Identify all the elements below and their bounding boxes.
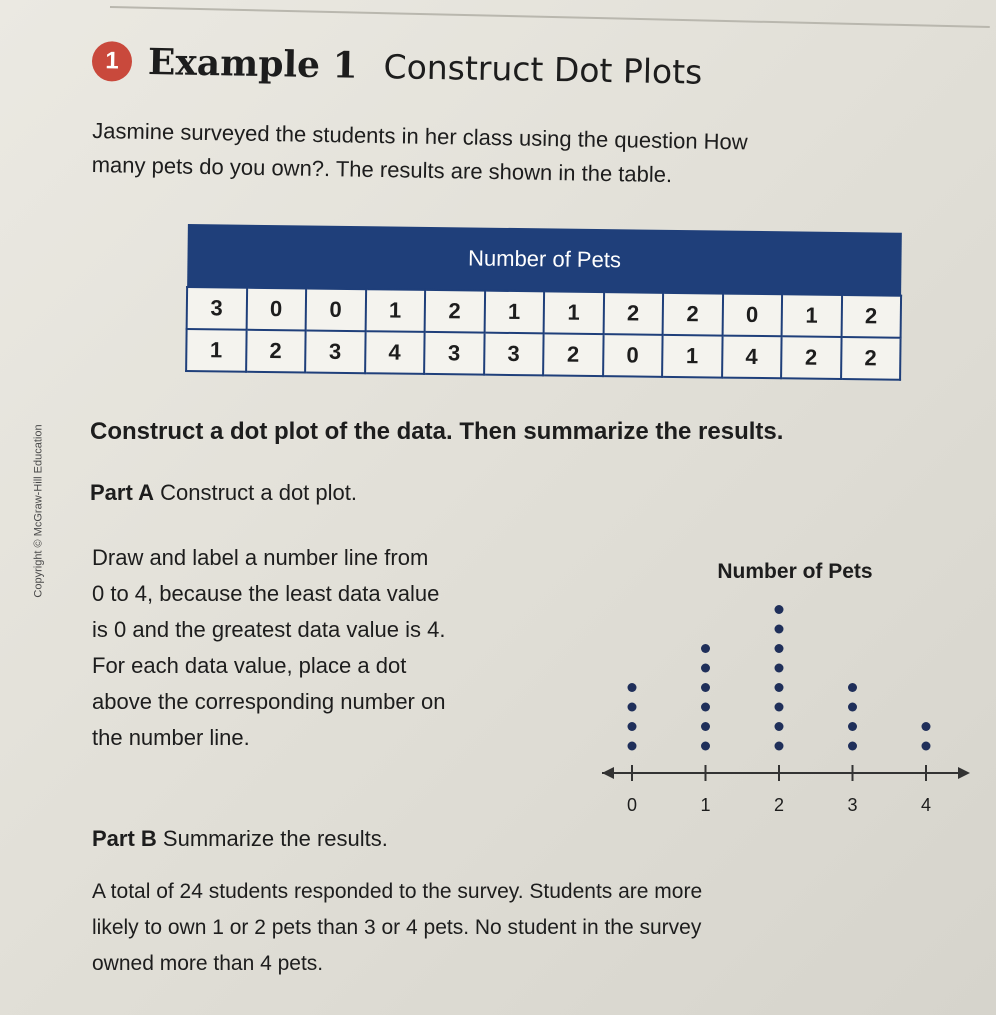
data-dot <box>775 625 784 634</box>
table-cell: 1 <box>544 291 604 334</box>
table-cell: 0 <box>722 294 782 337</box>
table-cell: 3 <box>187 287 247 330</box>
table-cell: 0 <box>603 334 663 377</box>
example-header <box>92 40 703 93</box>
instruction-line: 0 to 4, because the least data value <box>92 581 440 606</box>
table-cell: 2 <box>841 337 901 380</box>
question-text: Construct a dot plot of the data. Then summarize the results. <box>90 418 784 445</box>
tick-label: 0 <box>626 795 638 815</box>
table-row <box>186 329 900 380</box>
part-b-label: Part B <box>92 826 157 851</box>
copyright-note: Copyright © McGraw-Hill Education <box>32 424 45 598</box>
instruction-line: the number line. <box>92 725 250 750</box>
summary-line: owned more than 4 pets. <box>92 952 324 975</box>
data-dot <box>848 703 857 712</box>
table-cell: 2 <box>246 330 306 373</box>
instruction-line: For each data value, place a dot <box>92 653 407 678</box>
table-cell: 3 <box>484 333 544 376</box>
data-dot <box>628 742 637 751</box>
instruction-line: Draw and label a number line from <box>92 545 429 570</box>
right-arrow-icon <box>958 767 970 779</box>
summary-line: likely to own 1 or 2 pets than 3 or 4 pets. No student in the survey <box>92 916 702 939</box>
tick-label: 1 <box>700 795 711 815</box>
data-dot <box>701 683 710 692</box>
data-dot <box>701 703 710 712</box>
table-cell: 2 <box>425 290 485 333</box>
left-arrow-icon <box>602 767 614 779</box>
data-dot <box>628 683 637 692</box>
tick-label: 4 <box>920 795 932 815</box>
example-label: Example 1 <box>147 40 358 87</box>
table-cell: 2 <box>781 336 841 379</box>
data-dot <box>628 722 637 731</box>
data-dot <box>775 605 784 614</box>
table-cell: 2 <box>841 295 901 338</box>
part-a <box>90 480 357 506</box>
data-dot <box>775 664 784 673</box>
instruction-line: above the corresponding number on <box>92 689 446 714</box>
table-cell: 3 <box>305 330 365 373</box>
dot-plot-title: Number of Pets <box>717 560 873 583</box>
example-title: Construct Dot Plots <box>383 46 703 92</box>
data-dot <box>922 742 931 751</box>
table-cell: 1 <box>365 289 425 332</box>
intro-paragraph <box>91 114 972 197</box>
data-dot <box>701 742 710 751</box>
data-dot <box>701 722 710 731</box>
tick-label: 2 <box>773 795 785 815</box>
dot-plot <box>590 550 980 830</box>
data-dot <box>775 703 784 712</box>
part-a-label: Part A <box>90 480 154 505</box>
data-dot <box>701 664 710 673</box>
table-cell: 0 <box>306 288 366 331</box>
table-cell: 1 <box>782 294 842 337</box>
table-cell: 2 <box>543 333 603 376</box>
table-cell: 3 <box>424 332 484 375</box>
example-number-icon: 1 <box>92 41 133 82</box>
table-cell: 4 <box>365 331 425 374</box>
part-a-instructions <box>92 540 572 756</box>
part-b-text: Summarize the results. <box>162 826 388 851</box>
table-cell: 4 <box>722 336 782 379</box>
intro-line-2: many pets do you own?. The results are shown in the table. <box>91 151 673 188</box>
tick-label: 3 <box>847 795 858 815</box>
data-dot <box>848 683 857 692</box>
summary-paragraph <box>92 874 972 982</box>
data-dot <box>628 703 637 712</box>
table-cell: 1 <box>484 291 544 334</box>
part-a-text: Construct a dot plot. <box>160 480 357 505</box>
table-cell: 2 <box>603 292 663 335</box>
data-dot <box>775 683 784 692</box>
table-cell: 1 <box>186 329 246 372</box>
data-dot <box>922 722 931 731</box>
summary-line: A total of 24 students responded to the survey. Students are more <box>92 880 703 903</box>
table-title: Number of Pets <box>187 224 902 296</box>
data-dot <box>848 722 857 731</box>
data-dot <box>775 722 784 731</box>
instruction-line: is 0 and the greatest data value is 4. <box>92 617 446 642</box>
page-top-rule <box>110 6 990 28</box>
part-b <box>92 826 388 852</box>
pets-data-table <box>185 224 903 381</box>
intro-line-1: Jasmine surveyed the students in her class using the question How <box>92 118 748 155</box>
data-dot <box>775 644 784 653</box>
table-cell: 2 <box>663 293 723 336</box>
data-dot <box>701 644 710 653</box>
table-cell: 1 <box>662 335 722 378</box>
table-cell: 0 <box>246 288 306 331</box>
data-dot <box>848 742 857 751</box>
data-dot <box>775 742 784 751</box>
